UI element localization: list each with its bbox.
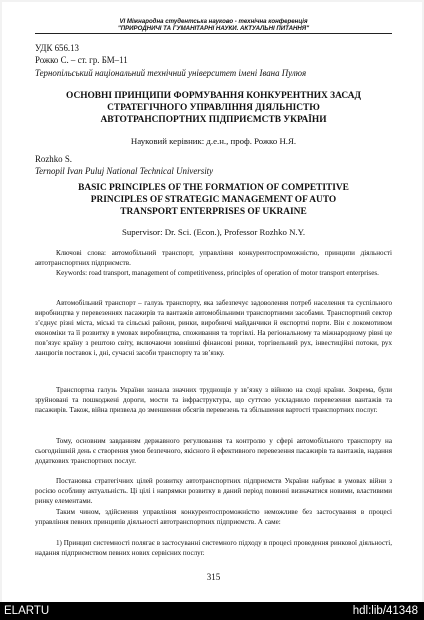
- udc-code: УДК 656.13: [35, 43, 79, 53]
- document-page: [35, 9, 392, 587]
- body-paragraph: Постановка стратегічних цілей розвитку автотранспортних підприємств України набуває в умовах війни з росією особливу актуальність. Ці цілі і напрямки розвитку в даний період повинні визначатися новими, властивими ринку елементами.: [35, 477, 392, 506]
- header-divider: [35, 33, 392, 34]
- title-ua-line-2: СТРАТЕГІЧНОГО УПРАВЛІННЯ ДІЯЛЬНІСТЮ: [107, 103, 320, 113]
- title-en-line-3: TRANSPORT ENTERPRISES OF UKRAINE: [120, 207, 307, 217]
- keywords-en: Keywords: road transport, management of competitiveness, principles of operation of motor transport enterprises.: [56, 269, 379, 277]
- title-en-line-2: PRINCIPLES OF STRATEGIC MANAGEMENT OF AUTO: [90, 195, 337, 205]
- repository-footer: [0, 602, 424, 620]
- body-paragraph: 1) Принцип системності полягає в застосуванні системного підходу в процесі проведення ринкової діяльності, надання підприємством певних нових сервісних послуг.: [35, 539, 392, 558]
- title-ua-line-1: ОСНОВНІ ПРИНЦИПИ ФОРМУВАННЯ КОНКУРЕНТНИХ ЗАСАД: [66, 91, 361, 101]
- title-en-line-1: BASIC PRINCIPLES OF THE FORMATION OF COMPETITIVE: [78, 183, 349, 193]
- handle-identifier[interactable]: hdl:lib/41348: [352, 605, 418, 617]
- page-number: 315: [206, 572, 221, 582]
- body-paragraph: Тому, основним завданням державного регулювання та контролю у сфері автомобільного транспорту на сьогоднішній день є створення умов безпечного, якісного й ефективного перевезення пасажирів та вантажів, надання додаткових транспортних послуг.: [35, 437, 392, 466]
- supervisor-en: Supervisor: Dr. Sci. (Econ.), Professor Rozhko N.Y.: [121, 227, 306, 237]
- conference-line-2: "ПРИРОДНИЧІ ТА ГУМАНІТАРНІ НАУКИ. АКТУАЛЬНІ ПИТАННЯ": [117, 25, 310, 32]
- keywords-ua: Ключові слова: автомобільний транспорт, управління конкурентоспроможністю, принципи діяльності автотранспортних підприємств.: [35, 249, 392, 268]
- affiliation-en: Ternopil Ivan Puluj National Technical University: [35, 166, 214, 176]
- author-ua: Рожко С. – ст. гр. БМ–11: [35, 55, 128, 65]
- author-en: Rozhko S.: [35, 154, 72, 164]
- title-ua-line-3: АВТОТРАНСПОРТНИХ ПІДПРИЄМСТВ УКРАЇНИ: [100, 115, 327, 125]
- body-paragraph: Транспортна галузь України зазнала значних труднощів у зв’язку з війною на сході країни. Зокрема, були зруйновані та пошкоджені дороги, мости та інфраструктура, що суттєво ускладнило перевезення вантажів та пасажирів. Також, війна призвела до зменшення обсягів перевезень та збільшення вартості транспортних послуг.: [35, 386, 392, 415]
- repository-name: ELARTU: [4, 605, 50, 617]
- affiliation-ua: Тернопільський національний технічний університет імені Івана Пулюя: [35, 68, 307, 78]
- body-paragraph: Автомобільний транспорт – галузь транспорту, яка забезпечує задоволення потреб населення та суспільного виробництва у перевезеннях пасажирів та вантажів автомобільними транспортними засобами. Транспортний сектор з’єднує різні міста, міські та сільські райони, ринки, виробничі майданчики й експортні порти. Він є локомотивом економіки та її розвитку в умовах виробництва, споживання та торгівлі. На регіональному та міжнародному рівні це пов’язує країну з рештою світу, включаючи зовнішні фінансові ринки, торгівельний рух, інвестиційні потоки, рух ланцюгів поставок і, дні, сучасні засоби транспорту та зв’язку.: [35, 299, 392, 358]
- conference-line-1: VI Міжнародна студентська науково - технічна конференція: [119, 18, 308, 25]
- body-paragraph: Таким чином, здійснення управління конкурентоспроможністю неможливе без застосування в процесі управління певних принципів діяльності автотранспортних підприємств. А саме:: [35, 508, 392, 527]
- supervisor-ua: Науковий керівник: д.е.н., проф. Рожко Н.Я.: [130, 136, 297, 146]
- page-frame: [2, 2, 422, 602]
